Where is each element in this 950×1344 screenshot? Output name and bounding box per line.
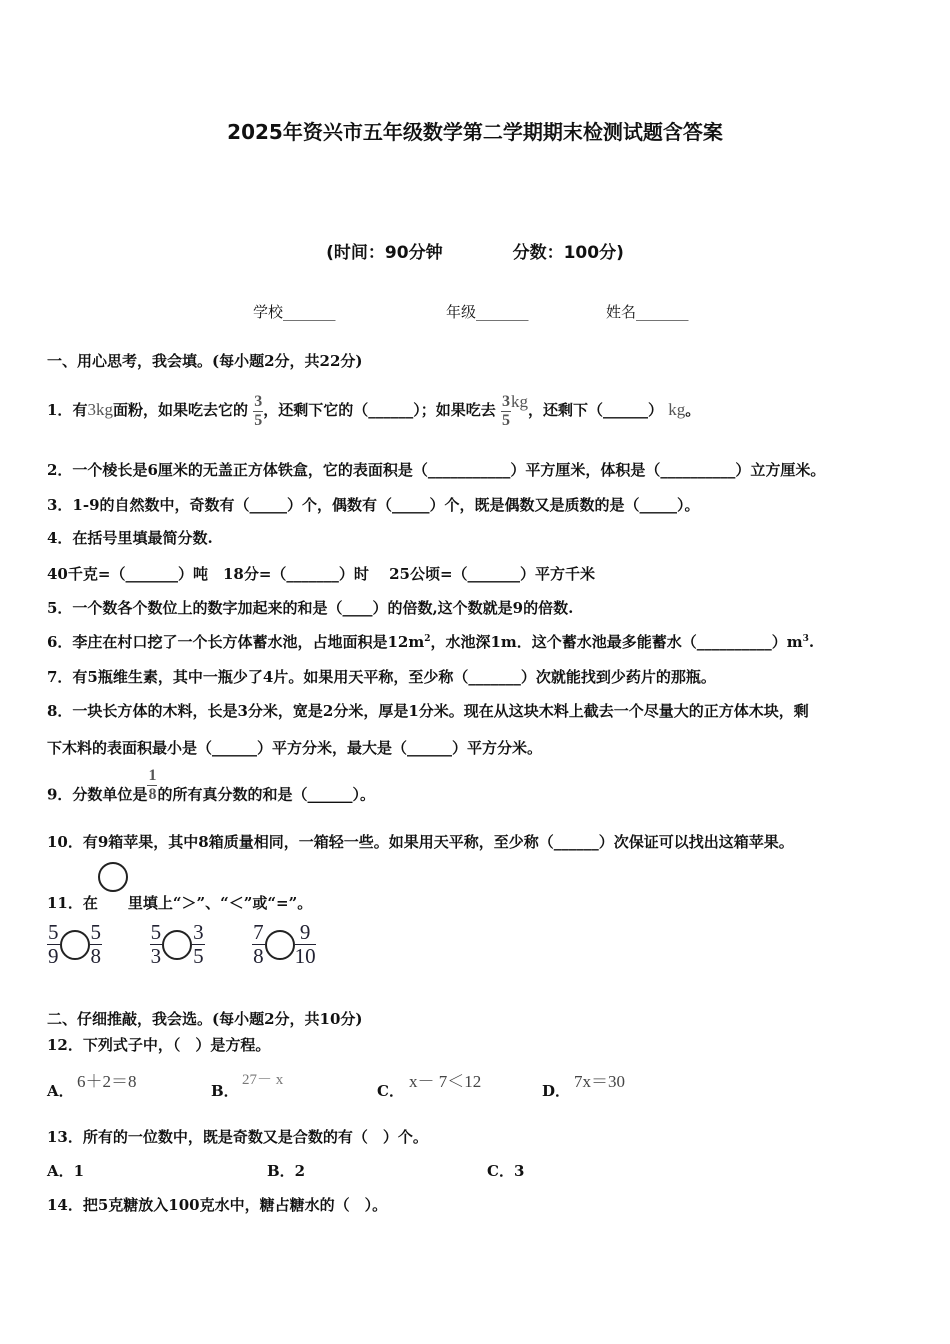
question-12: 12．下列式子中，（ ）是方程。 [47,1036,271,1054]
option-a-formula: 6＋2＝8 [77,1072,137,1091]
compare-item-1: $\frac{5}{9}$ $\frac{5}{8}$ [48,920,101,968]
fraction: $\frac{3}{5}$ [501,392,510,429]
compare-circle[interactable] [265,930,295,960]
question-8-line1: 8．一块长方体的木料，长是3分米，宽是2分米，厚是1分米。现在从这块木料上截去一个尽量大的正方体木块，剩 [47,702,809,720]
option-d-label[interactable]: D． [542,1082,571,1100]
option-d-formula: 7x＝30 [574,1072,625,1091]
name-field: 姓名_______ [606,303,689,321]
exam-score: 分数：100分) [512,243,624,263]
question-6: 6．李庄在村口挖了一个长方体蓄水池，占地面积是$12m^2$，水池深1m．这个蓄水池最多能蓄水$(\_\_\_\_\_\_\_\_\_\_)m^3$. [47,633,815,651]
question-4: 4．在括号里填最简分数. [47,529,213,547]
section1-header: 一、用心思考，我会填。(每小题2分，共22分) [47,352,363,370]
question-7: 7．有5瓶维生素，其中一瓶少了4片。如果用天平称，至少称（_______）次就能找到少药片的那瓶。 [47,668,716,686]
option-a[interactable]: A．1 [47,1162,85,1180]
question-3: 3．1-9的自然数中，奇数有（_____）个，偶数有（_____）个，既是偶数又是质数的是（_____）。 [47,496,700,514]
question-14: 14．把5克糖放入100克水中，糖占糖水的（ ）。 [47,1196,388,1214]
question-9: 9．分数单位是 $\frac{1}{8}$ 的所有真分数的和是（______）。 [47,767,375,804]
exam-time: (时间：90分钟 [326,243,443,263]
question-11: 11．在 里填上“＞”、“＜”或“=”。 [47,862,312,913]
question-4-items: 40千克=（_______）吨 18分=（_______）时 25公顷=（_______）平方千米 [47,565,596,583]
section2-header: 二、仔细推敲，我会选。(每小题2分，共10分) [47,1010,363,1028]
option-a-label[interactable]: A． [47,1082,74,1100]
page-title: 2025年资兴市五年级数学第二学期期末检测试题含答案 [227,120,723,144]
option-b-label[interactable]: B． [211,1082,239,1100]
fraction: $\frac{3}{5}$ [254,392,263,429]
school-field: 学校_______ [253,303,336,321]
question-10: 10．有9箱苹果，其中8箱质量相同，一箱轻一些。如果用天平称，至少称（______）次保证可以找出这箱苹果。 [47,833,794,851]
question-2: 2．一个棱长是6厘米的无盖正方体铁盒，它的表面积是（___________）平方厘米，体积是（__________）立方厘米。 [47,461,826,479]
option-b[interactable]: B．2 [267,1162,306,1180]
compare-circle[interactable] [60,930,90,960]
question-5: 5．一个数各个数位上的数字加起来的和是（____）的倍数,这个数就是9的倍数. [47,599,574,617]
compare-item-2: $\frac{5}{3}$ $\frac{3}{5}$ [150,920,204,968]
option-c-label[interactable]: C． [377,1082,404,1100]
option-c[interactable]: C．3 [487,1162,525,1180]
compare-item-3: $\frac{7}{8}$ $\frac{9}{10}$ [253,920,316,968]
fraction: $\frac{1}{8}$ [148,767,157,803]
question-13: 13．所有的一位数中，既是奇数又是合数的有（ ）个。 [47,1128,428,1146]
question-1: 1．有3kg面粉，如果吃去它的 $\frac{3}{5}$ ，还剩下它的（______）；如果吃去 $\frac{3}{5}$ kg，还剩下（______） kg。 [47,392,701,429]
exam-info [0,238,950,263]
circle-icon [98,862,128,892]
option-c-formula: x－ 7＜12 [409,1072,482,1091]
option-b-formula: 27－ x [242,1072,284,1088]
compare-row [47,922,316,967]
grade-field: 年级_______ [446,303,529,321]
question-8-line2: 下木料的表面积最小是（______）平方分米，最大是（______）平方分米。 [47,739,543,757]
compare-circle[interactable] [162,930,192,960]
